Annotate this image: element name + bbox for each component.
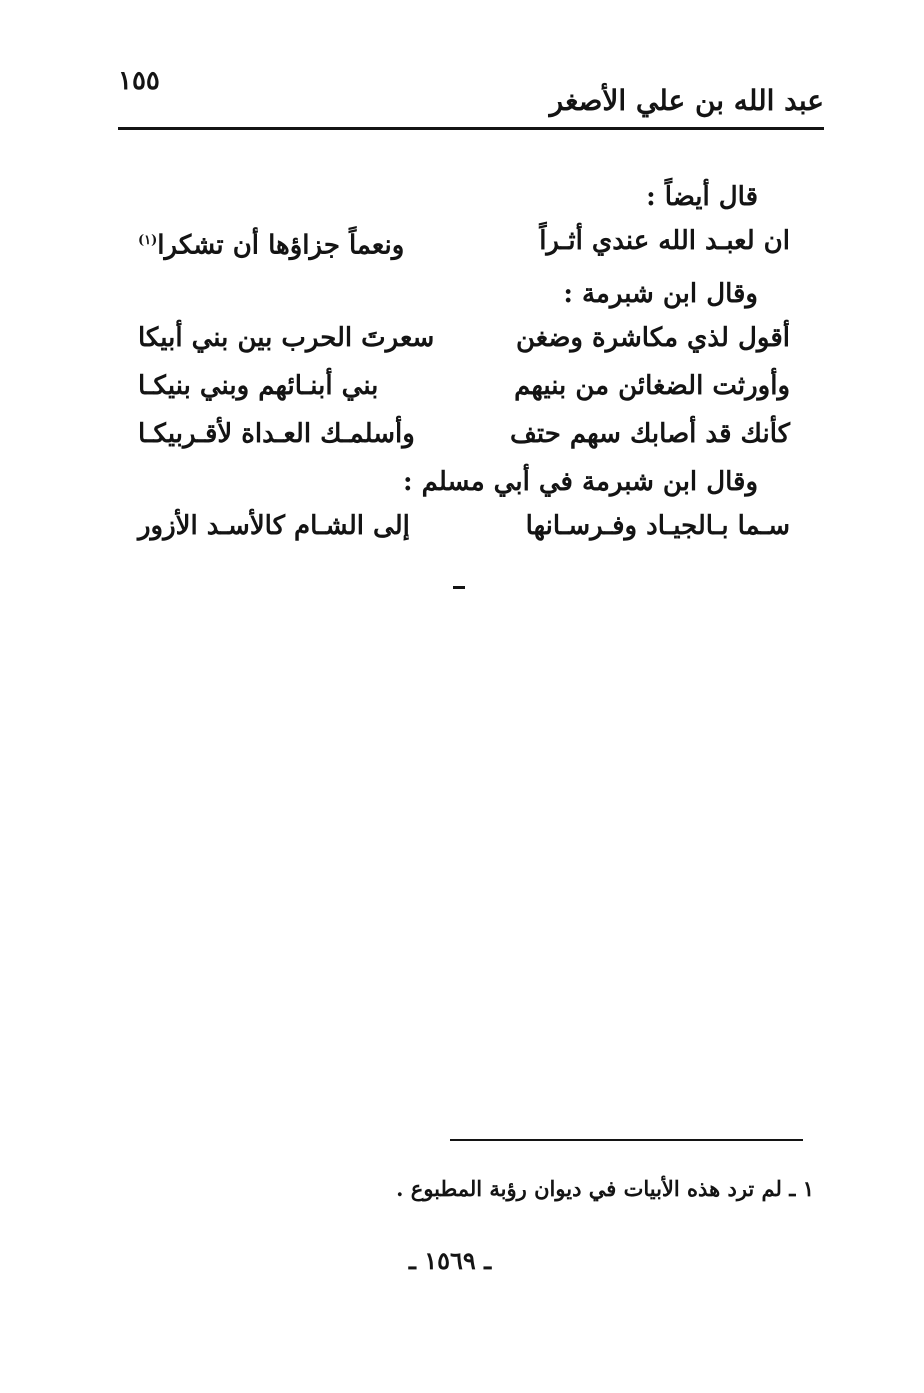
- page-header: [118, 62, 824, 128]
- verse-5: [138, 508, 790, 544]
- intro-line-3: وقال ابن شبرمة في أبي مسلم :: [402, 466, 758, 497]
- footnote-marker: (١): [138, 233, 158, 248]
- intro-line-1: قال أيضاً :: [646, 182, 758, 212]
- footnote-rule: [450, 1139, 803, 1141]
- verse-4-second-hemistich: وأسلمـك العـداة لأقـربيكـا: [138, 418, 415, 449]
- verse-2-second-hemistich: سعرتَ الحرب بين بني أبيكا: [138, 322, 435, 353]
- verse-5-first-hemistich: سـما بـالجيـاد وفـرسـانها: [525, 510, 790, 541]
- verse-4-first-hemistich: كأنك قد أصابك سهم حتف: [509, 418, 790, 449]
- footnote-text: ١ ـ لم ترد هذه الأبيات في ديوان رؤبة المطبوع .: [396, 1176, 814, 1201]
- header-rule: [118, 127, 824, 130]
- verse-1-second-hemistich: [138, 223, 404, 264]
- footer-page-number: ـ ١٥٦٩ ـ: [408, 1246, 492, 1275]
- verse-1-first-hemistich: ان لعبـد الله عندي أثـراً: [539, 226, 790, 256]
- verse-2: [138, 320, 790, 356]
- intro-line-2: وقال ابن شبرمة :: [563, 278, 758, 309]
- poem-body: [138, 175, 790, 556]
- verse-3-first-hemistich: وأورثت الضغائن من بنيهم: [514, 370, 790, 401]
- verse-3: [138, 368, 790, 404]
- header-page-number: ١٥٥: [118, 66, 160, 96]
- verse-4: [138, 416, 790, 452]
- verse-1-second-text: ونعماً جزاؤها أن تشكرا: [157, 230, 405, 261]
- section-end-dash: [453, 586, 465, 589]
- verse-5-second-hemistich: إلى الشـام كالأسـد الأزور: [138, 510, 410, 541]
- verse-1: [138, 223, 790, 264]
- running-title: عبد الله بن علي الأصغر: [549, 84, 824, 117]
- verse-2-first-hemistich: أقول لذي مكاشرة وضغن: [516, 322, 790, 353]
- verse-3-second-hemistich: بني أبنـائهم وبني بنيكـا: [138, 370, 379, 401]
